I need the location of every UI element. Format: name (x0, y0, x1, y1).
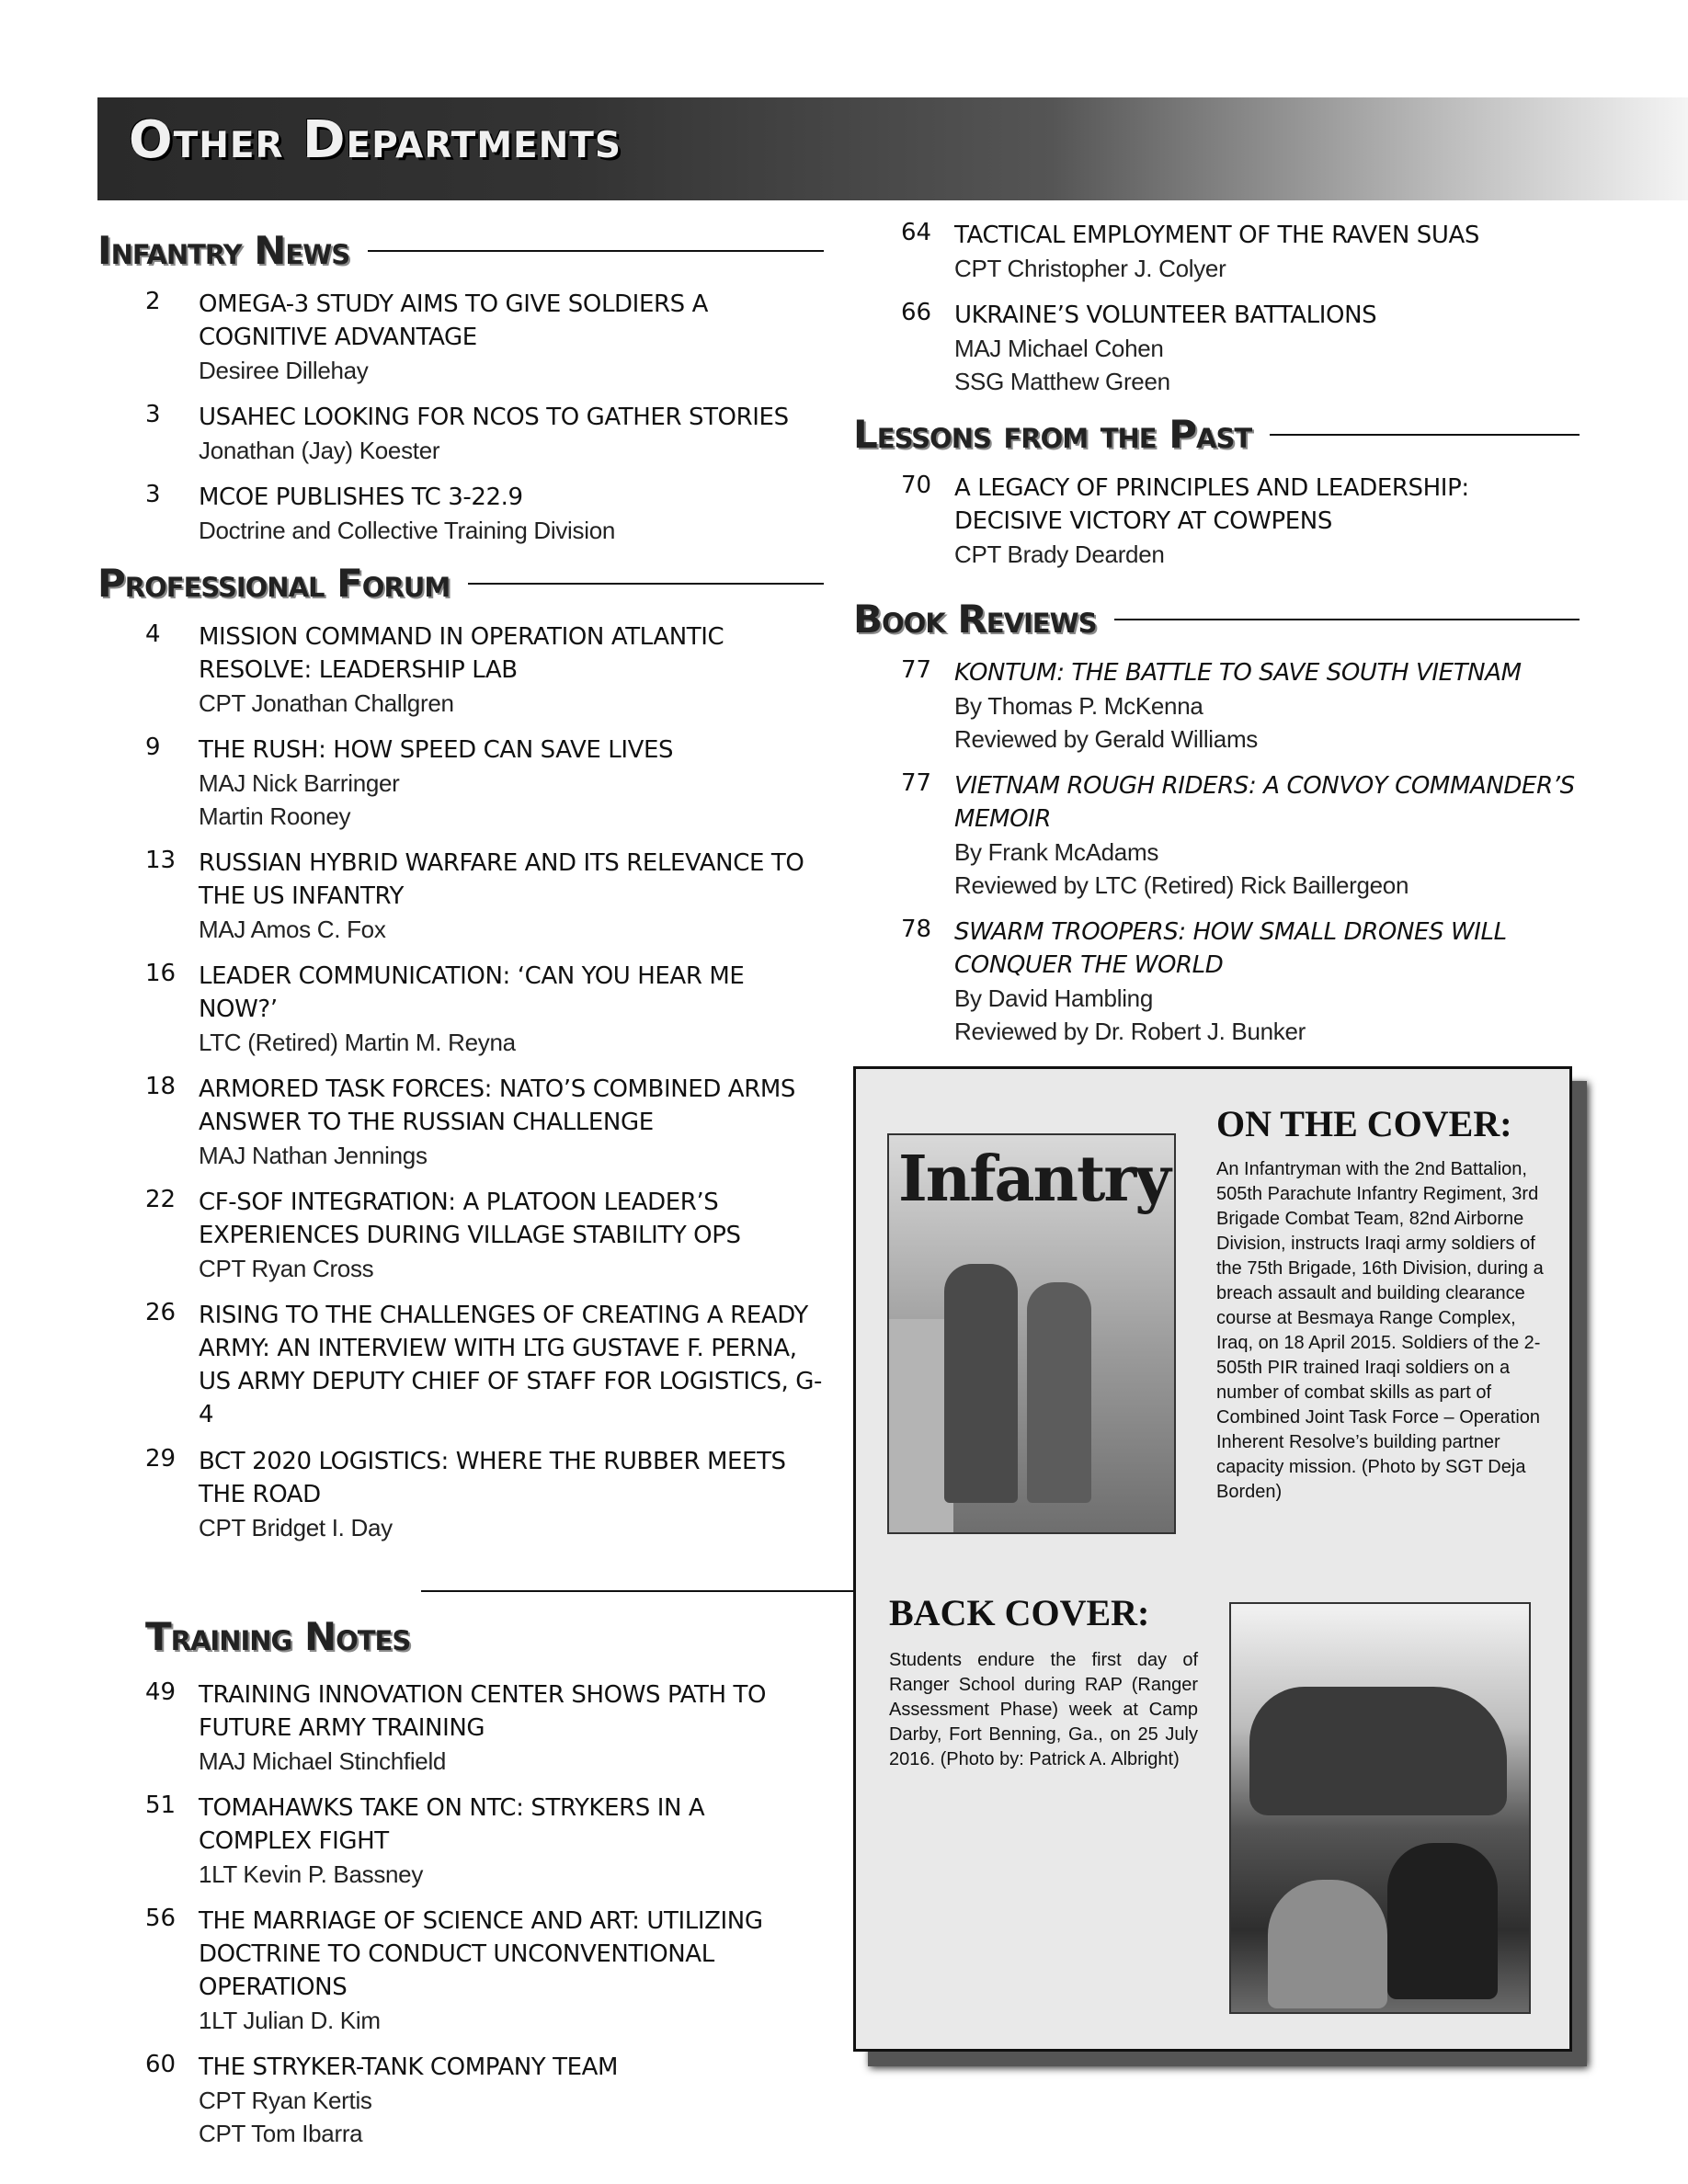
section-divider (1270, 434, 1580, 436)
article-title: THE RUSH: HOW SPEED CAN SAVE LIVES (199, 736, 674, 764)
article-author: MAJ Michael Stinchfield (199, 1747, 447, 1775)
article-title: SWARM TROOPERS: HOW SMALL DRONES WILL CONQUER THE WORLD (954, 918, 1507, 979)
back-cover-caption: Students endure the first day of Ranger School during RAP (Ranger Assessment Phase) week at Camp Darby, Fort Benning, Ga., on 25 July 2016. (Photo by: Patrick A. Albright) (889, 1650, 1198, 1769)
article-author: SSG Matthew Green (954, 368, 1170, 395)
page-number: 22 (145, 1186, 177, 1213)
page-number: 56 (145, 1905, 177, 1932)
professional-forum-list (97, 620, 824, 1544)
article-author: Martin Rooney (199, 802, 351, 830)
soldier-figure (1027, 1282, 1091, 1503)
article-author: Reviewed by Dr. Robert J. Bunker (954, 1018, 1306, 1045)
toc-entry (97, 1299, 824, 1431)
article-title: VIETNAM ROUGH RIDERS: A CONVOY COMMANDER’S MEMOIR (954, 772, 1575, 833)
article-author: By Thomas P. McKenna (954, 692, 1203, 720)
section-divider (468, 583, 824, 585)
toc-entry (97, 1678, 824, 1778)
article-author: Reviewed by Gerald Williams (954, 725, 1259, 753)
article-title: KONTUM: THE BATTLE TO SAVE SOUTH VIETNAM (954, 659, 1522, 687)
toc-entry (97, 847, 824, 946)
soldier-figure (944, 1264, 1018, 1503)
toc-entry (97, 1905, 824, 2037)
article-author: MAJ Nathan Jennings (199, 1142, 428, 1169)
continued-list (853, 219, 1580, 398)
article-author: CPT Bridget I. Day (199, 1514, 393, 1541)
article-title: TOMAHAWKS TAKE ON NTC: STRYKERS IN A COMPLEX FIGHT (199, 1794, 705, 1855)
toc-entry (97, 734, 824, 833)
front-cover-image (887, 1133, 1176, 1534)
section-divider (368, 250, 824, 252)
tree-shape (1249, 1687, 1507, 1815)
toc-entry (97, 288, 824, 387)
toc-entry (853, 916, 1580, 1048)
article-author: CPT Tom Ibarra (199, 2120, 363, 2147)
article-title: BCT 2020 LOGISTICS: WHERE THE RUBBER MEETS THE ROAD (199, 1448, 786, 1508)
page-number: 29 (145, 1445, 177, 1473)
page-number: 70 (901, 472, 932, 499)
section-divider (421, 1590, 872, 1592)
page-number: 77 (901, 656, 932, 684)
page-number: 49 (145, 1678, 177, 1706)
page-number: 3 (145, 481, 161, 508)
section-title: Infantry News (97, 228, 350, 273)
article-title: RISING TO THE CHALLENGES OF CREATING A READY ARMY: AN INTERVIEW WITH LTG GUSTAVE F. PERNA, US ARMY DEPUTY CHIEF OF STAFF FOR LOGISTICS, G-4 (199, 1302, 823, 1428)
article-title: CF-SOF INTEGRATION: A PLATOON LEADER’S EXPERIENCES DURING VILLAGE STABILITY OPS (199, 1189, 741, 1249)
article-title: ARMORED TASK FORCES: NATO’S COMBINED ARMS ANSWER TO THE RUSSIAN CHALLENGE (199, 1075, 795, 1136)
back-cover-image (1229, 1602, 1531, 2014)
article-author: Reviewed by LTC (Retired) Rick Baillergeon (954, 871, 1409, 899)
article-author: CPT Ryan Cross (199, 1255, 374, 1282)
book-reviews-header (853, 597, 1580, 642)
article-title: OMEGA-3 STUDY AIMS TO GIVE SOLDIERS A COGNITIVE ADVANTAGE (199, 290, 708, 351)
article-author: 1LT Kevin P. Bassney (199, 1860, 424, 1888)
toc-entry (97, 1186, 824, 1285)
article-title: A LEGACY OF PRINCIPLES AND LEADERSHIP: DECISIVE VICTORY AT COWPENS (954, 474, 1469, 535)
training-notes-list (97, 1678, 824, 2150)
lessons-list (853, 472, 1580, 571)
article-author: By Frank McAdams (954, 838, 1159, 866)
article-title: UKRAINE’S VOLUNTEER BATTALIONS (954, 301, 1377, 329)
section-title: Book Reviews (853, 597, 1097, 642)
back-cover-title: BACK COVER: (889, 1592, 1150, 1633)
section-title: Training Notes (145, 1614, 411, 1659)
page-number: 78 (901, 916, 932, 943)
article-author: Desiree Dillehay (199, 357, 369, 384)
toc-entry (97, 401, 824, 467)
toc-entry (97, 481, 824, 547)
toc-entry (853, 472, 1580, 571)
article-author: LTC (Retired) Martin M. Reyna (199, 1029, 516, 1056)
book-reviews-list (853, 656, 1580, 1048)
toc-entry (97, 2051, 824, 2150)
article-title: TACTICAL EMPLOYMENT OF THE RAVEN SUAS (954, 222, 1479, 249)
article-title: USAHEC LOOKING FOR NCOS TO GATHER STORIES (199, 404, 789, 431)
page-number: 13 (145, 847, 177, 874)
page-number: 64 (901, 219, 932, 246)
article-author: Doctrine and Collective Training Division (199, 517, 616, 544)
article-author: Jonathan (Jay) Koester (199, 437, 440, 464)
article-title: THE STRYKER-TANK COMPANY TEAM (199, 2053, 619, 2081)
page-number: 3 (145, 401, 161, 428)
page-number: 16 (145, 960, 177, 987)
page-number: 77 (901, 769, 932, 797)
toc-entry (97, 960, 824, 1059)
section-title: Professional Forum (97, 561, 451, 606)
page-number: 9 (145, 734, 161, 761)
toc-entry (97, 1445, 824, 1544)
article-author: MAJ Nick Barringer (199, 769, 400, 797)
page-number: 4 (145, 620, 161, 648)
toc-entry (853, 656, 1580, 756)
article-author: MAJ Michael Cohen (954, 335, 1164, 362)
page-number: 60 (145, 2051, 177, 2078)
lessons-header (853, 412, 1580, 457)
magazine-masthead: Infantry (898, 1143, 1169, 1216)
page-number: 2 (145, 288, 161, 315)
toc-entry (853, 299, 1580, 398)
article-title: TRAINING INNOVATION CENTER SHOWS PATH TO FUTURE ARMY TRAINING (199, 1681, 767, 1742)
article-author: CPT Christopher J. Colyer (954, 255, 1226, 282)
article-author: CPT Jonathan Challgren (199, 689, 454, 717)
article-author: 1LT Julian D. Kim (199, 2007, 381, 2034)
professional-forum-header (97, 561, 824, 606)
section-divider (1114, 619, 1580, 620)
article-author: By David Hambling (954, 984, 1153, 1012)
header-banner (97, 97, 1688, 200)
page-number: 18 (145, 1073, 177, 1100)
article-author: CPT Brady Dearden (954, 540, 1165, 568)
section-title: Lessons from the Past (853, 412, 1252, 457)
student-figure (1268, 1880, 1387, 2008)
article-title: LEADER COMMUNICATION: ‘CAN YOU HEAR ME NOW?’ (199, 962, 745, 1023)
article-author: CPT Ryan Kertis (199, 2087, 372, 2114)
article-title: THE MARRIAGE OF SCIENCE AND ART: UTILIZING DOCTRINE TO CONDUCT UNCONVENTIONAL OPERATIONS (199, 1907, 763, 2001)
student-figure (1387, 1843, 1498, 1999)
toc-entry (97, 1073, 824, 1172)
on-cover-title: ON THE COVER: (1216, 1103, 1512, 1144)
training-notes-header (145, 1581, 824, 1664)
cover-info-box (853, 1066, 1572, 2052)
left-column (97, 219, 824, 2164)
toc-entry (97, 1792, 824, 1891)
toc-entry (853, 219, 1580, 285)
on-cover-caption: An Infantryman with the 2nd Battalion, 505th Parachute Infantry Regiment, 3rd Brigade Combat Team, 82nd Airborne Division, instructs Iraqi army soldiers of the 75th Brigade, 16th Division, during a breach assault and building clearance course at Besmaya Range Complex, Iraq, on 18 April 2015. Soldiers of the 2-505th PIR trained Iraqi soldiers on a number of combat skills as part of Combined Joint Task Force – Operation Inherent Resolve’s building partner capacity mission. (Photo by SGT Deja Borden) (1216, 1159, 1544, 1502)
right-column (853, 219, 1580, 1062)
infantry-news-list (97, 288, 824, 547)
article-author: MAJ Amos C. Fox (199, 916, 386, 943)
article-title: RUSSIAN HYBRID WARFARE AND ITS RELEVANCE TO THE US INFANTRY (199, 849, 804, 910)
page-number: 66 (901, 299, 932, 326)
article-title: MISSION COMMAND IN OPERATION ATLANTIC RESOLVE: LEADERSHIP LAB (199, 623, 724, 684)
infantry-news-header (97, 228, 824, 273)
page-number: 26 (145, 1299, 177, 1326)
toc-entry (97, 620, 824, 720)
page-number: 51 (145, 1792, 177, 1819)
article-title: MCOE PUBLISHES TC 3-22.9 (199, 483, 523, 511)
toc-entry (853, 769, 1580, 902)
page-title: Other Departments (129, 110, 622, 170)
